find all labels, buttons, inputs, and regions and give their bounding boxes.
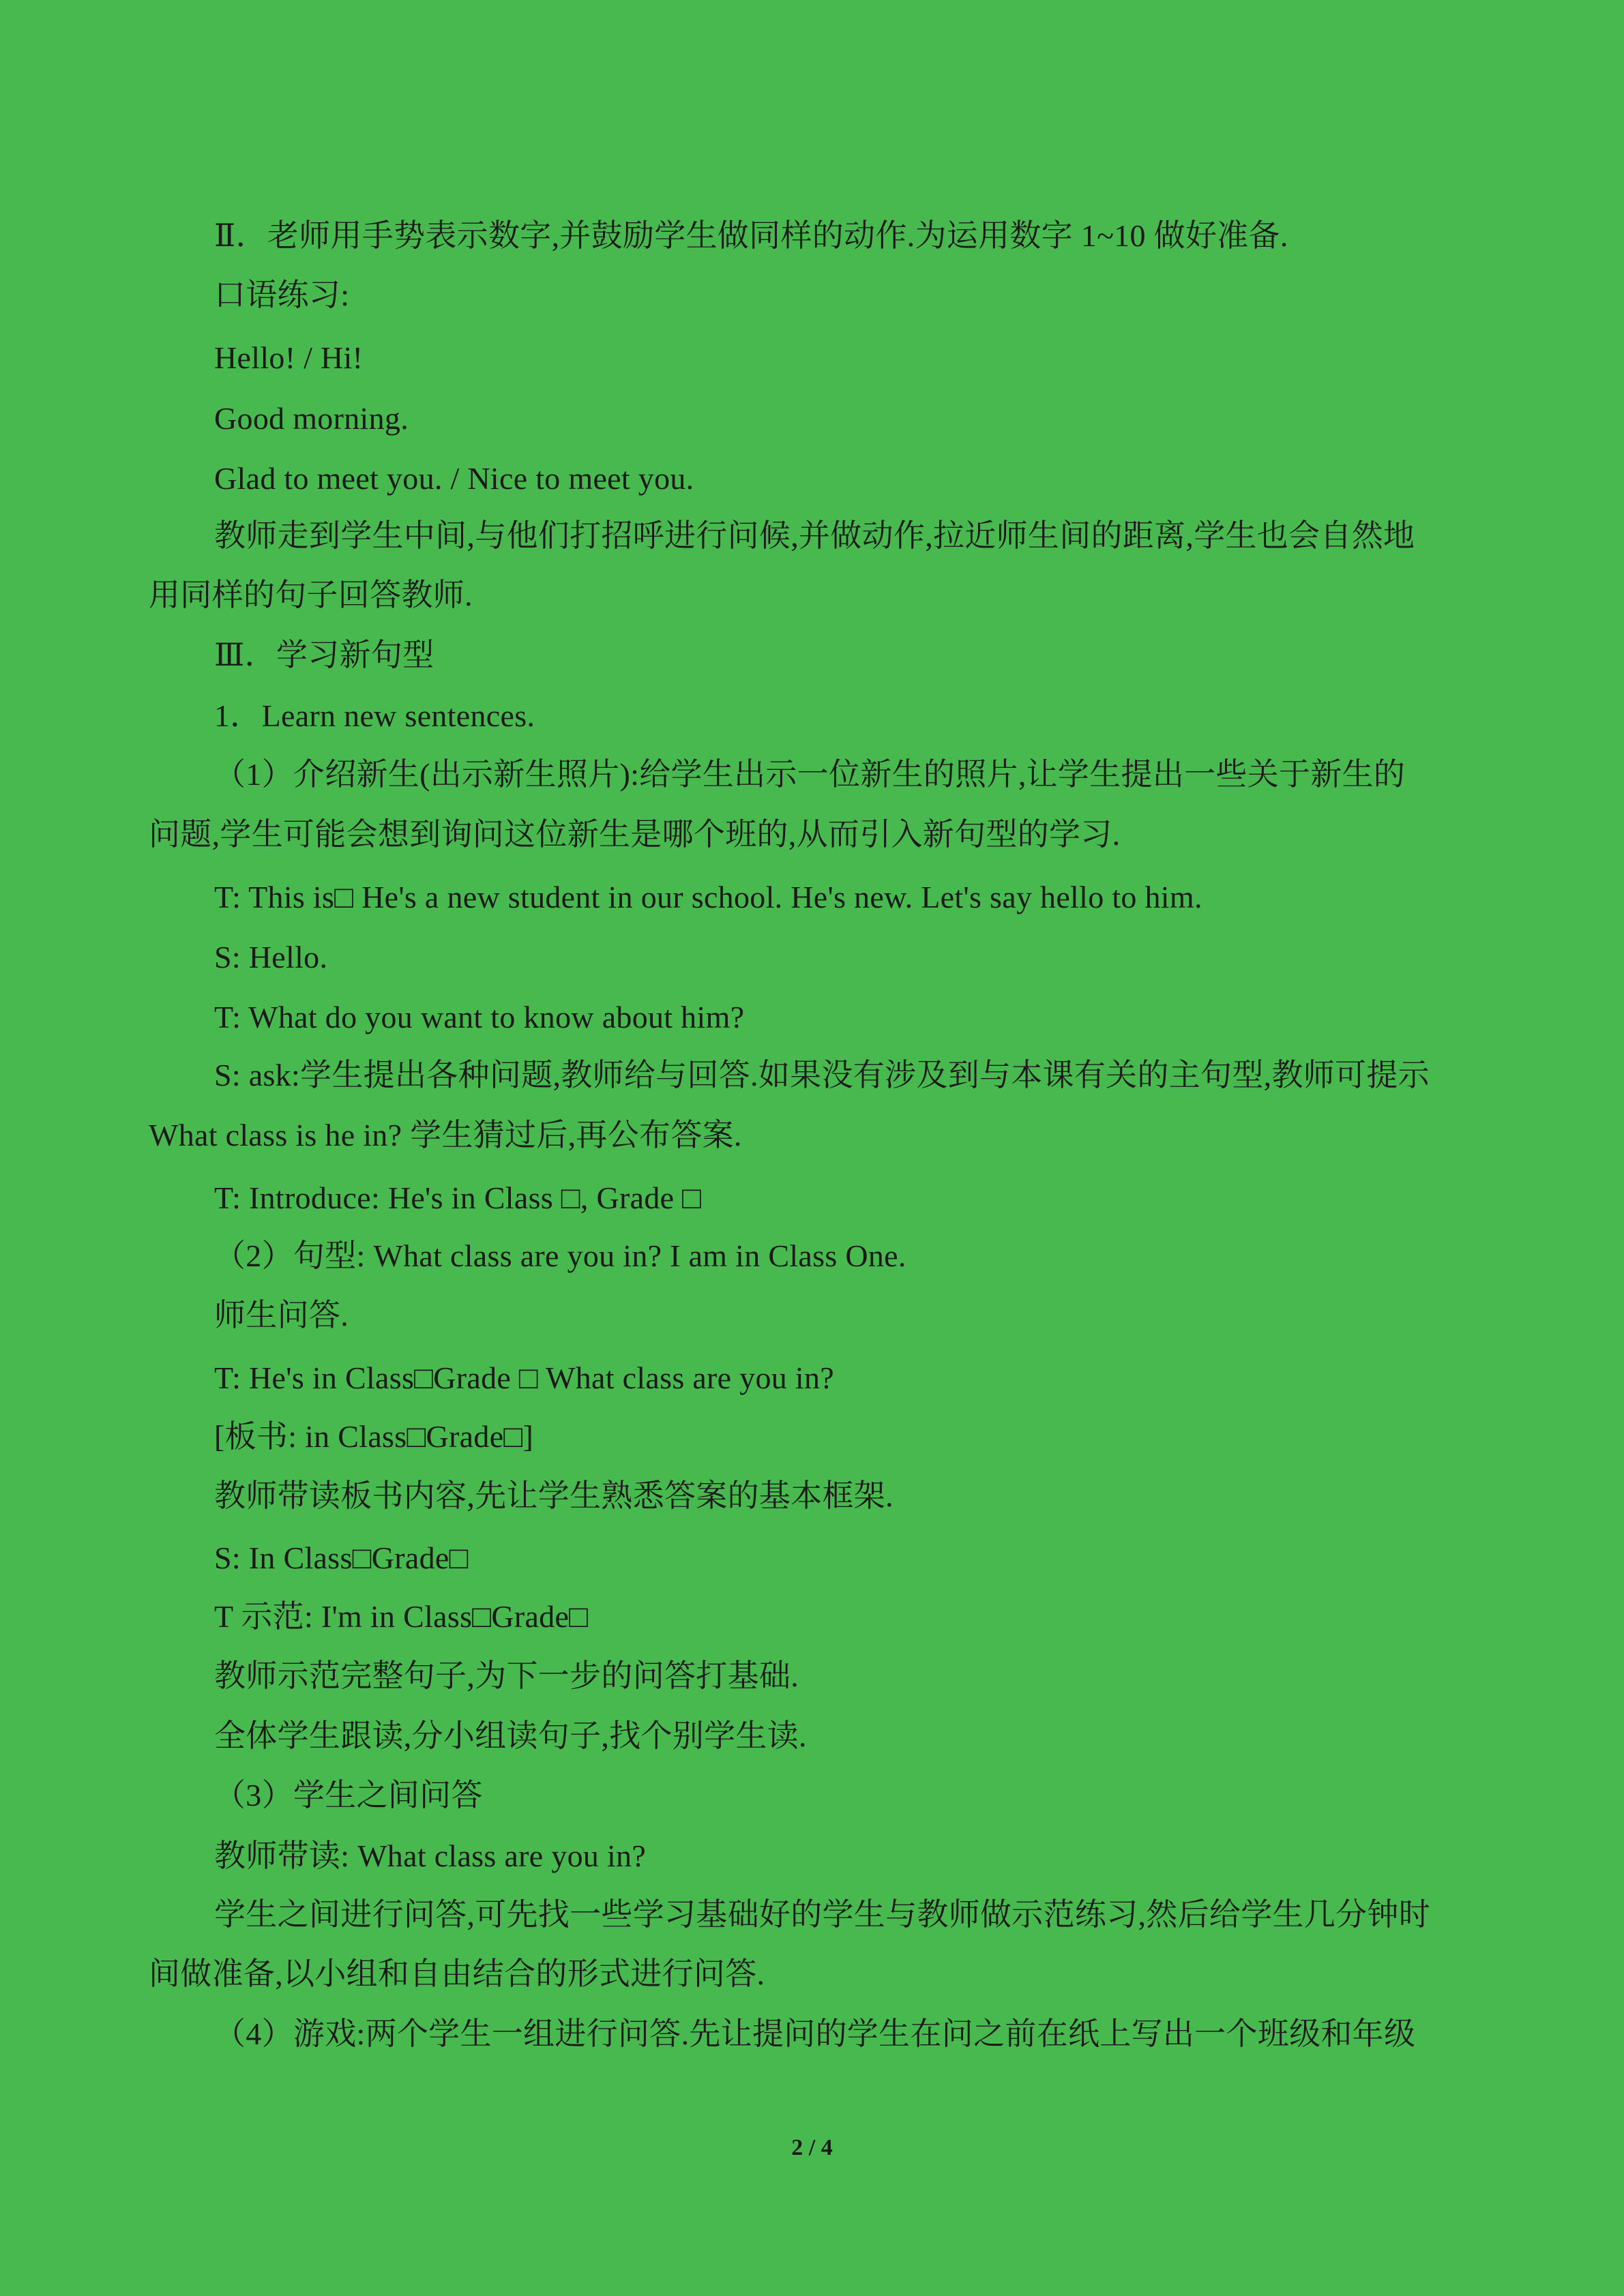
greeting-glad: Glad to meet you. / Nice to meet you. xyxy=(214,461,694,496)
dialogue-line: T: What do you want to know about him? xyxy=(214,1000,745,1034)
page-number: 2 / 4 xyxy=(791,2135,833,2160)
paragraph-line: 师生问答. xyxy=(214,1298,349,1332)
section-3-heading: Ⅲ．学习新句型 xyxy=(214,638,434,672)
dialogue-line: T 示范: I'm in Class□Grade□ xyxy=(214,1599,589,1634)
paragraph-teacher-greets-cont: 用同样的句子回答教师. xyxy=(149,578,473,612)
paragraph-line: 全体学生跟读,分小组读句子,找个别学生读. xyxy=(214,1718,807,1753)
paragraph-line: 教师带读板书内容,先让学生熟悉答案的基本框架. xyxy=(214,1478,894,1513)
section-2-heading: Ⅱ．老师用手势表示数字,并鼓励学生做同样的动作.为运用数字 1~10 做好准备. xyxy=(214,218,1288,253)
paragraph-teacher-greets: 教师走到学生中间,与他们打招呼进行问候,并做动作,拉近师生间的距离,学生也会自然地 xyxy=(214,518,1415,553)
oral-practice-label: 口语练习: xyxy=(214,278,350,312)
paragraph-line: 教师示范完整句子,为下一步的问答打基础. xyxy=(214,1658,799,1693)
greeting-good-morning: Good morning. xyxy=(214,401,409,436)
paragraph-line: 间做准备,以小组和自由结合的形式进行问答. xyxy=(149,1956,765,1991)
dialogue-line: T: This is□ He's a new student in our school. He's new. Let's say hello to him. xyxy=(214,880,1202,914)
step-1-intro: （1）介绍新生(出示新生照片):给学生出示一位新生的照片,让学生提出一些关于新生的 xyxy=(214,757,1406,792)
step-2-heading: （2）句型: What class are you in? I am in Class One. xyxy=(214,1238,906,1273)
dialogue-line: 教师带读: What class are you in? xyxy=(214,1838,647,1873)
step-1-intro-cont: 问题,学生可能会想到询问这位新生是哪个班的,从而引入新句型的学习. xyxy=(149,817,1121,852)
dialogue-line: What class is he in? 学生猜过后,再公布答案. xyxy=(149,1118,742,1152)
dialogue-line: T: Introduce: He's in Class □, Grade □ xyxy=(214,1180,702,1215)
dialogue-line: S: In Class□Grade□ xyxy=(214,1540,469,1575)
step-3-heading: （3）学生之间问答 xyxy=(214,1778,483,1813)
paragraph-line: 学生之间进行问答,可先找一些学习基础好的学生与教师做示范练习,然后给学生几分钟时 xyxy=(214,1897,1430,1932)
step-4-heading: （4）游戏:两个学生一组进行问答.先让提问的学生在问之前在纸上写出一个班级和年级 xyxy=(214,2016,1416,2051)
dialogue-line: S: ask:学生提出各种问题,教师给与回答.如果没有涉及到与本课有关的主句型,教师可提示 xyxy=(214,1058,1430,1092)
dialogue-line: S: Hello. xyxy=(214,940,328,974)
step-1-heading: 1．Learn new sentences. xyxy=(214,698,535,733)
dialogue-line: T: He's in Class□Grade □ What class are you in? xyxy=(214,1360,834,1395)
greeting-hello: Hello! / Hi! xyxy=(214,340,364,375)
blackboard-note: [板书: in Class□Grade□] xyxy=(214,1419,534,1454)
